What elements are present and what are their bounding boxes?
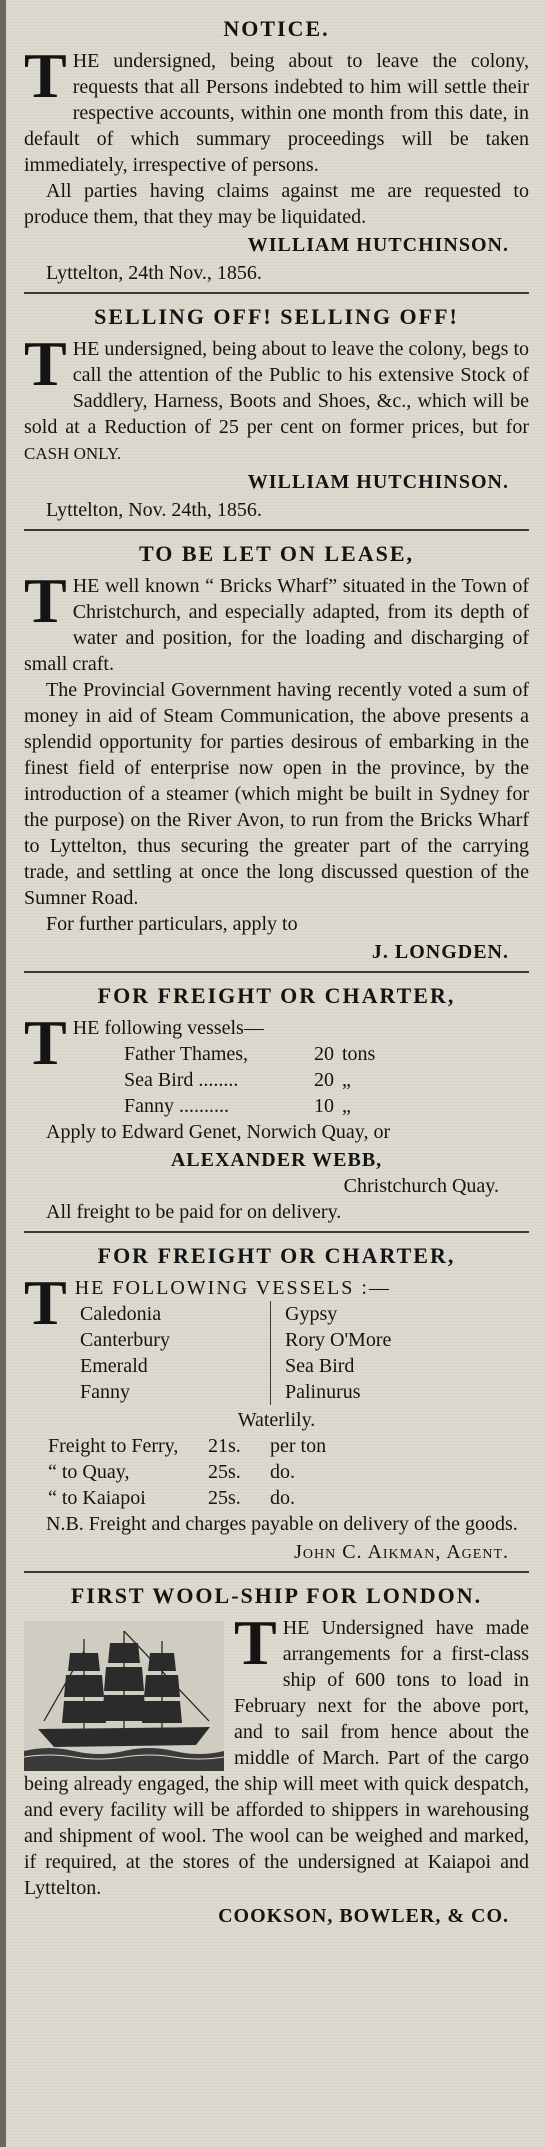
freight2-last-vessel: Waterlily. bbox=[237, 1409, 316, 1431]
lease-signature: J. LONGDEN. bbox=[371, 941, 509, 963]
divider-rule bbox=[24, 1571, 529, 1573]
freight1-signature: ALEXANDER WEBB, bbox=[170, 1149, 383, 1171]
selling-signature: WILLIAM HUTCHINSON. bbox=[247, 471, 509, 493]
selling-paragraph-1 bbox=[24, 328, 529, 467]
lease-paragraph-3: For further particulars, apply to bbox=[46, 913, 298, 935]
divider-rule bbox=[24, 529, 529, 531]
list-item: Canterbury bbox=[80, 1329, 170, 1351]
freight2-heading: FOR FREIGHT OR CHARTER, bbox=[97, 1243, 456, 1268]
vessel-tons: 20 bbox=[314, 1069, 334, 1091]
selling-off-advertisement bbox=[24, 302, 529, 523]
vessel-unit: „ bbox=[342, 1069, 351, 1091]
freight-advertisement-1 bbox=[24, 981, 529, 1225]
freight1-dropcap: T bbox=[24, 1007, 67, 1078]
vessel-tons: 20 bbox=[314, 1043, 334, 1065]
rate-unit: per ton bbox=[270, 1435, 327, 1457]
list-item: Emerald bbox=[80, 1355, 148, 1377]
vessel-name: Father Thames, bbox=[124, 1043, 249, 1065]
freight2-nb: N.B. Freight and charges payable on delivery of the goods. bbox=[46, 1513, 518, 1535]
vessel-tons: 10 bbox=[314, 1095, 334, 1117]
lease-heading: TO BE LET ON LEASE, bbox=[138, 541, 414, 566]
lease-paragraph-1-text: HE well known “ Bricks Wharf” situated in the Town of Christchurch, and especially adapted, from its depth of water and position, for the loading and discharging of small craft. bbox=[24, 575, 529, 675]
freight2-dropcap: T bbox=[24, 1267, 69, 1338]
vessel-name: Sea Bird ........ bbox=[124, 1069, 239, 1091]
rate-destination: “ to Kaiapoi bbox=[48, 1487, 146, 1509]
list-item bbox=[124, 1067, 529, 1093]
notice-date: Lyttelton, 24th Nov., 1856. bbox=[46, 262, 262, 284]
freight1-apply: Apply to Edward Genet, Norwich Quay, or bbox=[46, 1121, 391, 1143]
notice-signature: WILLIAM HUTCHINSON. bbox=[247, 234, 509, 256]
list-item bbox=[124, 1041, 529, 1067]
rate-price: 25s. bbox=[208, 1487, 241, 1509]
freight1-intro-text: HE following vessels— bbox=[72, 1017, 264, 1039]
notice-heading: NOTICE. bbox=[223, 16, 330, 41]
woolship-dropcap: T bbox=[234, 1607, 277, 1678]
list-item bbox=[124, 1093, 529, 1119]
woolship-heading: FIRST WOOL-SHIP FOR LONDON. bbox=[70, 1583, 483, 1608]
freight1-vessel-list bbox=[124, 1041, 529, 1119]
notice-advertisement bbox=[24, 14, 529, 286]
table-row bbox=[48, 1433, 529, 1459]
freight2-right-column bbox=[285, 1301, 475, 1405]
list-item: Palinurus bbox=[285, 1381, 361, 1403]
divider-rule bbox=[24, 1231, 529, 1233]
sailing-ship-illustration bbox=[24, 1621, 224, 1771]
woolship-signature: COOKSON, BOWLER, & CO. bbox=[218, 1905, 509, 1927]
selling-date: Lyttelton, Nov. 24th, 1856. bbox=[46, 499, 262, 521]
table-row bbox=[48, 1459, 529, 1485]
rate-unit: do. bbox=[270, 1461, 295, 1483]
freight1-note: All freight to be paid for on delivery. bbox=[46, 1201, 342, 1223]
rate-price: 25s. bbox=[208, 1461, 241, 1483]
selling-dropcap: T bbox=[24, 328, 67, 399]
freight2-vessel-columns bbox=[80, 1301, 529, 1405]
list-item: Gypsy bbox=[285, 1303, 338, 1325]
rate-destination: Freight to Ferry, bbox=[48, 1435, 179, 1457]
list-item: Caledonia bbox=[80, 1303, 162, 1325]
selling-heading: SELLING OFF! SELLING OFF! bbox=[94, 304, 459, 329]
rate-price: 21s. bbox=[208, 1435, 241, 1457]
freight2-rate-table bbox=[48, 1433, 529, 1511]
notice-paragraph-1 bbox=[24, 40, 529, 178]
list-item: Fanny bbox=[80, 1381, 130, 1403]
divider-rule bbox=[24, 971, 529, 973]
lease-advertisement bbox=[24, 539, 529, 965]
sailing-ship-icon bbox=[24, 1621, 224, 1771]
vessel-name: Fanny .......... bbox=[124, 1095, 229, 1117]
divider-rule bbox=[24, 292, 529, 294]
lease-paragraph-1 bbox=[24, 565, 529, 677]
vessel-unit: tons bbox=[342, 1043, 376, 1065]
column-divider bbox=[270, 1301, 271, 1405]
notice-paragraph-2: All parties having claims against me are requested to produce them, that they may be liquidated. bbox=[24, 180, 529, 228]
freight-advertisement-2 bbox=[24, 1241, 529, 1565]
freight2-intro-text: HE FOLLOWING VESSELS :— bbox=[74, 1277, 391, 1299]
woolship-advertisement bbox=[24, 1581, 529, 1929]
notice-dropcap: T bbox=[24, 40, 67, 111]
freight1-address: Christchurch Quay. bbox=[343, 1175, 499, 1197]
freight2-signature: John C. Aikman, Agent. bbox=[294, 1541, 509, 1563]
selling-paragraph-1-text: HE undersigned, being about to leave the colony, begs to call the attention of the Public to his extensive Stock of Saddlery, Harness, Boots and Shoes, &c., which will be sold at a Reduction of 25 per cent on former prices, but for bbox=[24, 338, 529, 438]
vessel-unit: „ bbox=[342, 1095, 351, 1117]
woolship-paragraph-text: HE Undersigned have made arrangements for a first-class ship of 600 tons to load in February next for the above port, and to sail from hence about the middle of March. Part of the cargo being already engaged, the ship will meet with quick despatch, and every facility will be afforded to shippers in warehousing and shipment of wool. The wool can be weighed and marked, if required, at the stores of the undersigned at Kaiapoi and Lyttelton. bbox=[24, 1617, 529, 1899]
rate-unit: do. bbox=[270, 1487, 295, 1509]
list-item: Rory O'More bbox=[285, 1329, 392, 1351]
lease-paragraph-2: The Provincial Government having recently voted a sum of money in aid of Steam Communication, the above presents a splendid opportunity for parties desirous of embarking in the finest field of enterprise now open in the province, by the introduction of a steamer (which might be built in Sydney for the purpose) on the River Avon, to run from the Bricks Wharf to Lyttelton, thus securing the greater part of the carrying trade, and settling at once the long discussed question of the Sumner Road. bbox=[24, 679, 529, 909]
table-row bbox=[48, 1485, 529, 1511]
rate-destination: “ to Quay, bbox=[48, 1461, 130, 1483]
freight1-heading: FOR FREIGHT OR CHARTER, bbox=[97, 983, 456, 1008]
lease-dropcap: T bbox=[24, 565, 67, 636]
freight2-left-column bbox=[80, 1301, 270, 1405]
selling-cash-only: CASH ONLY. bbox=[24, 444, 122, 463]
notice-paragraph-1-text: HE undersigned, being about to leave the colony, requests that all Persons indebted to him will settle their respective accounts, within one month from this date, in default of which summary proceedings will be taken immediately, irrespective of persons. bbox=[24, 50, 529, 176]
list-item: Sea Bird bbox=[285, 1355, 355, 1377]
